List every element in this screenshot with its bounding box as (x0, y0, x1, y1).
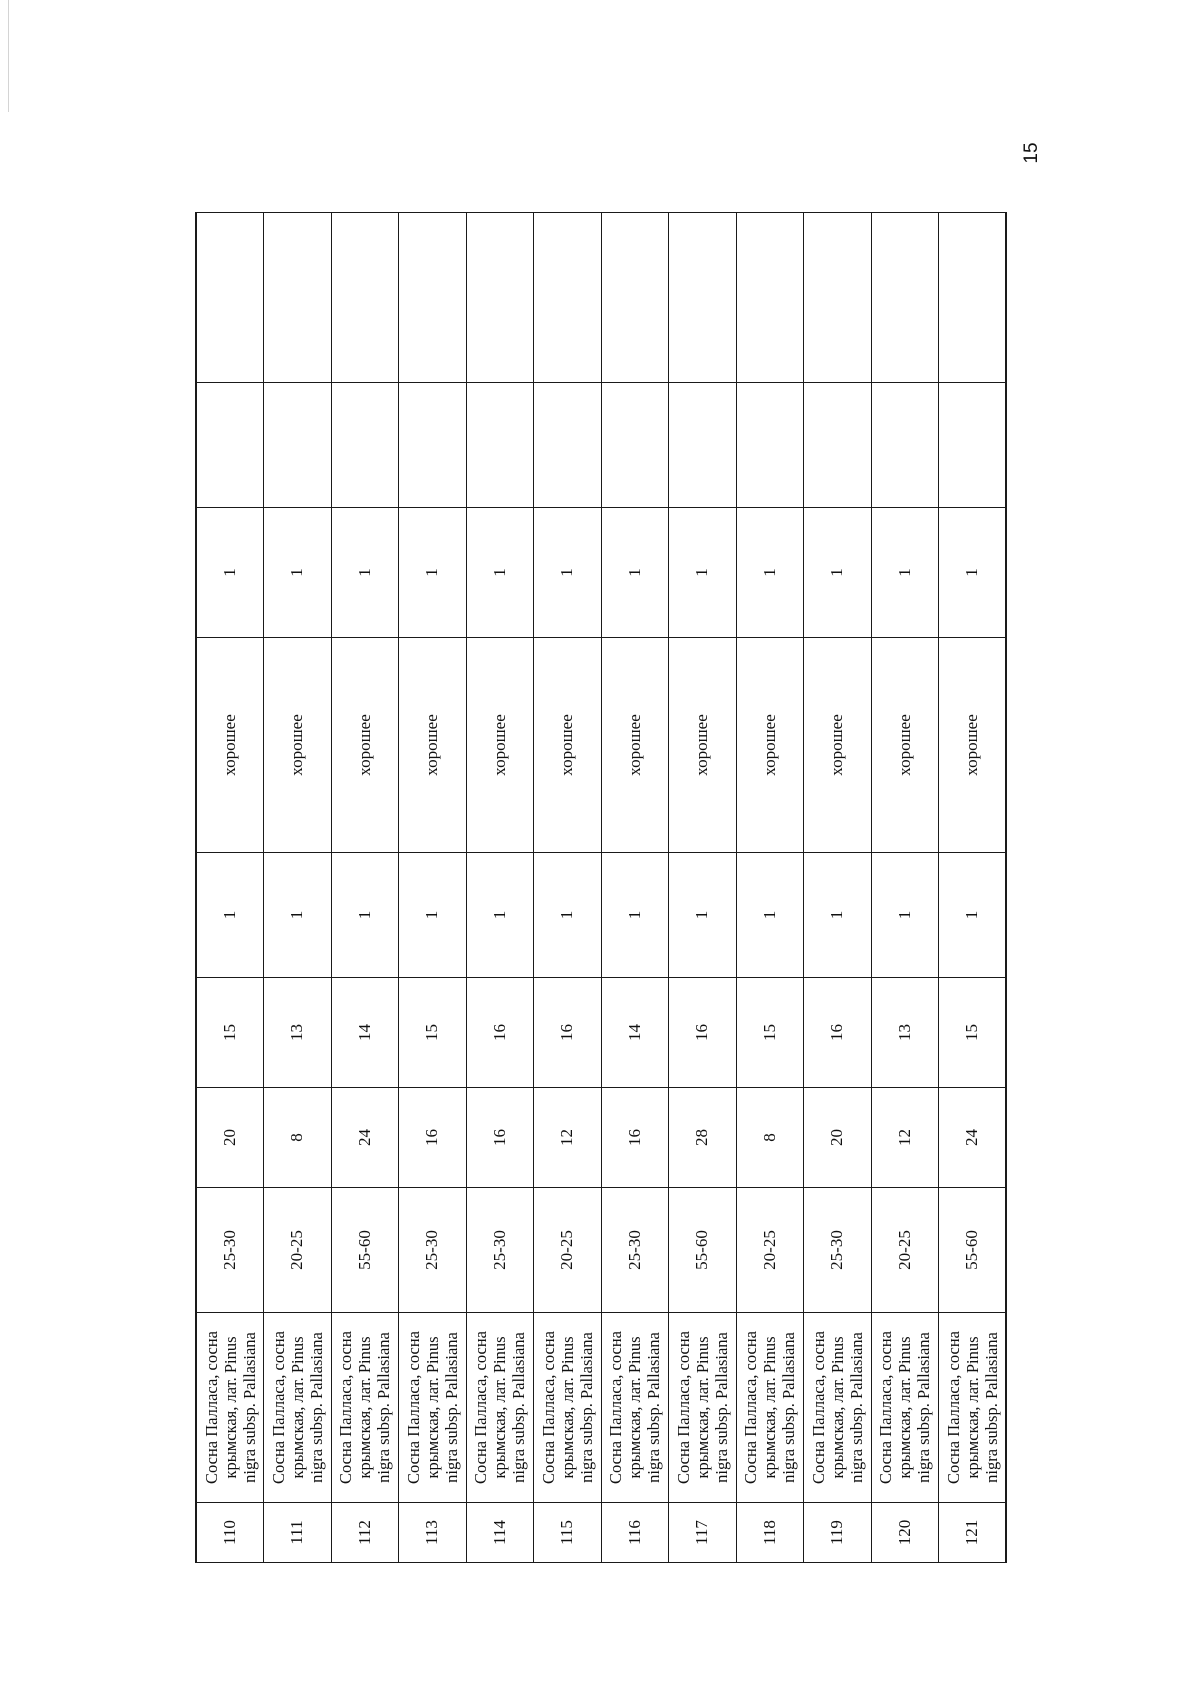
table-row (669, 213, 737, 1563)
species-line: nigra subsp. Pallasiana (576, 1332, 596, 1483)
species-line: крымская, лат. Pinus (490, 1336, 510, 1479)
empty-cell-10 (601, 213, 669, 383)
count-cell: 1 (264, 853, 332, 978)
condition-cell: хорошее (399, 638, 467, 853)
age-cell: 20-25 (736, 1188, 804, 1313)
species-line: nigra subsp. Pallasiana (981, 1332, 1001, 1483)
species-line: nigra subsp. Pallasiana (374, 1332, 394, 1483)
count-cell: 1 (466, 853, 534, 978)
species-line: крымская, лат. Pinus (220, 1336, 240, 1479)
species-cell (736, 1313, 804, 1503)
empty-cell-10 (399, 213, 467, 383)
count-cell: 1 (939, 853, 1007, 978)
row-number-cell: 110 (196, 1503, 264, 1563)
count-cell: 1 (196, 853, 264, 978)
diameter-cell: 20 (804, 1088, 872, 1188)
diameter-cell: 16 (601, 1088, 669, 1188)
count-cell-2: 1 (601, 508, 669, 638)
table-row (466, 213, 534, 1563)
species-line: Сосна Палласа, сосна (538, 1331, 558, 1485)
height-cell: 16 (804, 978, 872, 1088)
count-cell: 1 (331, 853, 399, 978)
species-line: крымская, лат. Pinus (692, 1336, 712, 1479)
species-line: Сосна Палласа, сосна (808, 1331, 828, 1485)
count-cell: 1 (871, 853, 939, 978)
species-line: Сосна Палласа, сосна (876, 1331, 896, 1485)
condition-cell: хорошее (264, 638, 332, 853)
count-cell: 1 (534, 853, 602, 978)
age-cell: 25-30 (466, 1188, 534, 1313)
height-cell: 14 (601, 978, 669, 1088)
species-line: Сосна Палласа, сосна (673, 1331, 693, 1485)
count-cell-2: 1 (871, 508, 939, 638)
age-cell: 55-60 (669, 1188, 737, 1313)
species-line: nigra subsp. Pallasiana (779, 1332, 799, 1483)
count-cell: 1 (736, 853, 804, 978)
species-line: Сосна Палласа, сосна (741, 1331, 761, 1485)
table-row (196, 213, 264, 1563)
empty-cell-10 (196, 213, 264, 383)
count-cell-2: 1 (669, 508, 737, 638)
species-line: nigra subsp. Pallasiana (509, 1332, 529, 1483)
empty-cell-10 (264, 213, 332, 383)
empty-cell-9 (196, 383, 264, 508)
row-number-cell: 113 (399, 1503, 467, 1563)
diameter-cell: 8 (264, 1088, 332, 1188)
age-cell: 25-30 (196, 1188, 264, 1313)
empty-cell-10 (736, 213, 804, 383)
height-cell: 15 (196, 978, 264, 1088)
species-line: крымская, лат. Pinus (287, 1336, 307, 1479)
species-line: Сосна Палласа, сосна (943, 1331, 963, 1485)
table-row (331, 213, 399, 1563)
diameter-cell: 24 (331, 1088, 399, 1188)
species-cell (196, 1313, 264, 1503)
count-cell-2: 1 (399, 508, 467, 638)
species-cell (601, 1313, 669, 1503)
table-row (871, 213, 939, 1563)
species-line: Сосна Палласа, сосна (471, 1331, 491, 1485)
height-cell: 14 (331, 978, 399, 1088)
tree-inventory-table-wrapper (195, 213, 1005, 1563)
row-number-cell: 119 (804, 1503, 872, 1563)
empty-cell-9 (534, 383, 602, 508)
diameter-cell: 28 (669, 1088, 737, 1188)
age-cell: 55-60 (939, 1188, 1007, 1313)
row-number-cell: 115 (534, 1503, 602, 1563)
empty-cell-10 (466, 213, 534, 383)
height-cell: 15 (399, 978, 467, 1088)
height-cell: 13 (264, 978, 332, 1088)
species-line: Сосна Палласа, сосна (268, 1331, 288, 1485)
count-cell: 1 (601, 853, 669, 978)
empty-cell-9 (804, 383, 872, 508)
tree-inventory-table (195, 212, 1007, 1563)
scan-edge-line (8, 0, 9, 112)
empty-cell-9 (871, 383, 939, 508)
row-number-cell: 111 (264, 1503, 332, 1563)
species-cell (804, 1313, 872, 1503)
species-line: крымская, лат. Pinus (760, 1336, 780, 1479)
condition-cell: хорошее (736, 638, 804, 853)
count-cell-2: 1 (534, 508, 602, 638)
empty-cell-9 (601, 383, 669, 508)
count-cell-2: 1 (331, 508, 399, 638)
table-row (804, 213, 872, 1563)
empty-cell-9 (399, 383, 467, 508)
age-cell: 25-30 (601, 1188, 669, 1313)
table-row (601, 213, 669, 1563)
diameter-cell: 8 (736, 1088, 804, 1188)
count-cell-2: 1 (264, 508, 332, 638)
height-cell: 15 (736, 978, 804, 1088)
row-number-cell: 116 (601, 1503, 669, 1563)
condition-cell: хорошее (804, 638, 872, 853)
age-cell: 20-25 (534, 1188, 602, 1313)
species-cell (871, 1313, 939, 1503)
row-number-cell: 117 (669, 1503, 737, 1563)
species-line: nigra subsp. Pallasiana (846, 1332, 866, 1483)
table-row (736, 213, 804, 1563)
species-line: крымская, лат. Pinus (895, 1336, 915, 1479)
age-cell: 25-30 (399, 1188, 467, 1313)
empty-cell-9 (669, 383, 737, 508)
table-body (196, 213, 1006, 1563)
age-cell: 20-25 (264, 1188, 332, 1313)
row-number-cell: 112 (331, 1503, 399, 1563)
species-cell (534, 1313, 602, 1503)
species-cell (669, 1313, 737, 1503)
row-number-cell: 114 (466, 1503, 534, 1563)
diameter-cell: 24 (939, 1088, 1007, 1188)
species-cell (331, 1313, 399, 1503)
diameter-cell: 12 (871, 1088, 939, 1188)
count-cell-2: 1 (939, 508, 1007, 638)
species-line: крымская, лат. Pinus (962, 1336, 982, 1479)
species-line: Сосна Палласа, сосна (201, 1331, 221, 1485)
table-row (399, 213, 467, 1563)
species-line: nigra subsp. Pallasiana (306, 1332, 326, 1483)
empty-cell-9 (331, 383, 399, 508)
species-line: Сосна Палласа, сосна (403, 1331, 423, 1485)
condition-cell: хорошее (196, 638, 264, 853)
species-line: крымская, лат. Pinus (355, 1336, 375, 1479)
count-cell-2: 1 (196, 508, 264, 638)
diameter-cell: 16 (399, 1088, 467, 1188)
count-cell: 1 (669, 853, 737, 978)
empty-cell-10 (939, 213, 1007, 383)
count-cell-2: 1 (804, 508, 872, 638)
empty-cell-10 (871, 213, 939, 383)
empty-cell-9 (939, 383, 1007, 508)
species-cell (466, 1313, 534, 1503)
empty-cell-10 (669, 213, 737, 383)
species-cell (939, 1313, 1007, 1503)
count-cell: 1 (804, 853, 872, 978)
empty-cell-10 (804, 213, 872, 383)
condition-cell: хорошее (331, 638, 399, 853)
empty-cell-9 (264, 383, 332, 508)
height-cell: 13 (871, 978, 939, 1088)
condition-cell: хорошее (466, 638, 534, 853)
condition-cell: хорошее (939, 638, 1007, 853)
row-number-cell: 118 (736, 1503, 804, 1563)
species-line: nigra subsp. Pallasiana (914, 1332, 934, 1483)
row-number-cell: 120 (871, 1503, 939, 1563)
count-cell-2: 1 (736, 508, 804, 638)
diameter-cell: 16 (466, 1088, 534, 1188)
height-cell: 15 (939, 978, 1007, 1088)
age-cell: 25-30 (804, 1188, 872, 1313)
species-line: nigra subsp. Pallasiana (441, 1332, 461, 1483)
condition-cell: хорошее (669, 638, 737, 853)
empty-cell-9 (736, 383, 804, 508)
diameter-cell: 12 (534, 1088, 602, 1188)
species-line: nigra subsp. Pallasiana (711, 1332, 731, 1483)
table-row (534, 213, 602, 1563)
species-line: Сосна Палласа, сосна (336, 1331, 356, 1485)
species-line: nigra subsp. Pallasiana (644, 1332, 664, 1483)
condition-cell: хорошее (871, 638, 939, 853)
height-cell: 16 (669, 978, 737, 1088)
count-cell: 1 (399, 853, 467, 978)
table-row (939, 213, 1007, 1563)
row-number-cell: 121 (939, 1503, 1007, 1563)
diameter-cell: 20 (196, 1088, 264, 1188)
count-cell-2: 1 (466, 508, 534, 638)
empty-cell-10 (331, 213, 399, 383)
species-cell (264, 1313, 332, 1503)
species-line: крымская, лат. Pinus (557, 1336, 577, 1479)
species-line: Сосна Палласа, сосна (606, 1331, 626, 1485)
table-row (264, 213, 332, 1563)
condition-cell: хорошее (601, 638, 669, 853)
condition-cell: хорошее (534, 638, 602, 853)
species-line: nigra subsp. Pallasiana (239, 1332, 259, 1483)
age-cell: 55-60 (331, 1188, 399, 1313)
page-number: 15 (1021, 142, 1042, 164)
species-line: крымская, лат. Pinus (827, 1336, 847, 1479)
height-cell: 16 (534, 978, 602, 1088)
species-line: крымская, лат. Pinus (625, 1336, 645, 1479)
empty-cell-10 (534, 213, 602, 383)
age-cell: 20-25 (871, 1188, 939, 1313)
species-line: крымская, лат. Pinus (422, 1336, 442, 1479)
empty-cell-9 (466, 383, 534, 508)
species-cell (399, 1313, 467, 1503)
height-cell: 16 (466, 978, 534, 1088)
